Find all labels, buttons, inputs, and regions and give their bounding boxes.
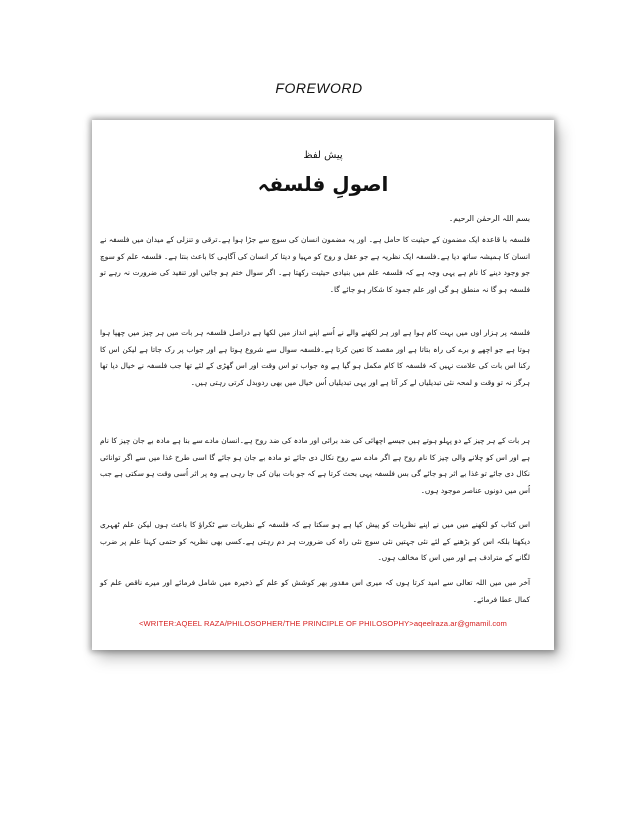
document-title: اصولِ فلسفہ bbox=[257, 172, 389, 196]
paragraph-4: اس کتاب کو لکھنے میں میں نے اپنے نظریات کو پیش کیا ہے ہو سکتا ہے کہ فلسفہ کے نظریات سے ٹکراؤ کا باعث ہوں لیکن علم ٹھہری دیکھتا بلکہ اس کو بڑھنے کے لئے نئی جہتیں نئی سوچ نئی راہ کی ضرورت ہر دم رہتی ہے۔کسی بھی نظریہ کو حتمی کہنا علم پر ضرب لگانے کے مترادف ہے اور میں اس کا مخالف ہوں۔ bbox=[100, 520, 530, 562]
document-page bbox=[92, 120, 554, 650]
page-heading: FOREWORD bbox=[275, 80, 363, 96]
document-subtitle: پیش لفظ bbox=[303, 150, 343, 161]
paragraph-1: فلسفہ با قاعدہ ایک مضمون کے حیثیت کا حامل ہے۔ اور یہ مضمون انسان کی سوچ سے جڑا ہوا ہے۔ترقی و تنزلی کے میدان میں فلسفہ نے انسان کا ہمیشہ ساتھ دیا ہے۔فلسفہ ایک نظریہ ہے جو عقل و روح کو مہیا و دیتا کر انسان کی آگاہی کا باعث بنتا ہے۔ فلسفہ علم کو سوچ جو وجود دینے کا نام ہے یہی وجہ ہے کہ فلسفہ علم میں بنیادی حیثیت رکھتا ہے۔ اگر سوال ختم ہو جائیں اور تنقید کی ضرورت نہ رہے تو فلسفہ ہو گا نہ منطق ہو گی اور علم جمود کا شکار ہو جائے گا۔ bbox=[100, 235, 530, 294]
paragraph-2: فلسفہ پر ہزار اوں میں بہت کام ہوا ہے اور ہر لکھنے والے نے اُسے اپنے انداز میں لکھا ہے دراصل فلسفہ ہر بات میں ہر چیز میں چھپا ہوا ہوتا ہے جو اچھے و برے کی راہ بتاتا ہے اور مقصد کا تعین کرتا ہے۔فلسفہ سوال سے شروع ہوتا ہے اور جواب پر رک جاتا ہے لیکن اس کا رکنا اس بات کی علامت نہیں کہ فلسفہ کا کام مکمل ہو گیا ہے وہ جواب تو اس وقت اور اس گھڑی کے لئے تھا جب فلسفہ نے خیال دیا تھا ہرگز نہ تو وقت و لمحہ نئی تبدیلیاں لے کر آتا ہے اور یہی تبدیلیاں اُس خیال میں بھی ردوبدل کرتی رہتی ہیں۔ bbox=[100, 328, 530, 387]
paragraph-5: آخر میں میں اللہ تعالی سے امید کرتا ہوں کہ میری اس مقدور بھر کوشش کو علم کے ذخیرہ میں شامل فرمائے اور میرے ناقص علم کو کمال عطا فرمائے۔ bbox=[100, 578, 530, 604]
document-content bbox=[92, 120, 554, 650]
paragraph-3: ہر بات کے ہر چیز کے دو پہلو ہوتے ہیں جیسے اچھائی کی ضد برائی اور مادہ کی ضد روح ہے۔انسان مادے سے بنا ہے مادہ بے جان چیز کا نام ہے اور اس کو چلانے والی چیز کا نام روح ہے اگر مادے سے روح نکال دی جائے تو مادہ بے جان ہو جائے گا اسی طرح غذا میں سے اگر توانائی نکال دی جائے تو غذا بے اثر ہو جائے گی بس فلسفہ یہی بحث کرتا ہے کہ جو بات بیان کی جا رہی ہے وہ پر اثر اُسی وقت ہو سکتی ہے جب اُس میں دونوں عناصر موجود ہوں۔ bbox=[100, 436, 530, 495]
author-footer: <WRITER:AQEEL RAZA/PHILOSOPHER/THE PRINCIPLE OF PHILOSOPHY>aqeelraza.ar@gmamil.com bbox=[139, 619, 507, 628]
bismillah-line: بسم اللہ الرحمٰن الرحیم۔ bbox=[448, 214, 530, 223]
